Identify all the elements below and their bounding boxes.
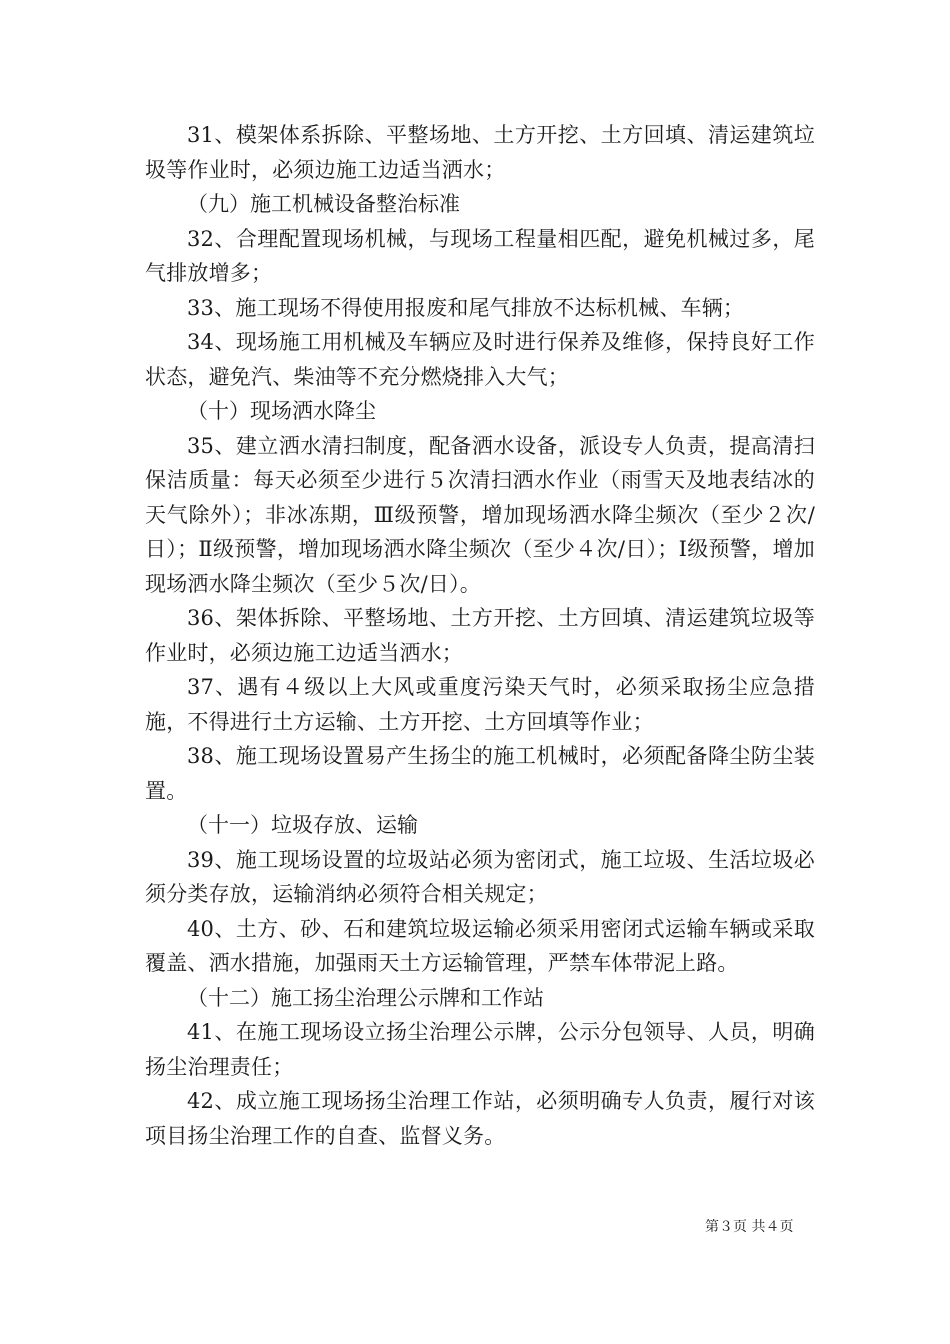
section-heading-12: （十二）施工扬尘治理公示牌和工作站: [187, 985, 544, 1010]
paragraph-42: 42、成立施工现场扬尘治理工作站，必须明确专人负责，履行对该项目扬尘治理工作的自查、监督义务。: [145, 1089, 815, 1148]
paragraph-31: 31、模架体系拆除、平整场地、土方开挖、土方回填、清运建筑垃圾等作业时，必须边施工边适当洒水；: [145, 123, 815, 182]
section-heading-9: （九）施工机械设备整治标准: [187, 192, 460, 216]
section-heading-11: （十一）垃圾存放、运输: [187, 813, 418, 837]
section-heading-10: （十）现场洒水降尘: [187, 399, 376, 423]
paragraph-32: 32、合理配置现场机械，与现场工程量相匹配，避免机械过多，尾气排放增多；: [145, 226, 815, 285]
paragraph-36: 36、架体拆除、平整场地、土方开挖、土方回填、清运建筑垃圾等作业时，必须边施工边适当洒水；: [145, 606, 815, 665]
document-body: [145, 118, 815, 1153]
paragraph-37: 37、遇有４级以上大风或重度污染天气时，必须采取扬尘应急措施，不得进行土方运输、土方开挖、土方回填等作业；: [145, 675, 815, 734]
page-number-footer: 第３页 共４页: [705, 1219, 794, 1235]
paragraph-34: 34、现场施工用机械及车辆应及时进行保养及维修，保持良好工作状态，避免汽、柴油等不充分燃烧排入大气；: [145, 330, 815, 389]
paragraph-35: 35、建立洒水清扫制度，配备洒水设备，派设专人负责，提高清扫保洁质量：每天必须至少进行５次清扫洒水作业（雨雪天及地表结冰的天气除外）；非冰冻期，Ⅲ级预警，增加现场洒水降尘频次（至少２次/日）；Ⅱ级预警，增加现场洒水降尘频次（至少４次/日）；Ⅰ级预警，增加现场洒水降尘频次（至少５次/日）。: [145, 433, 815, 596]
paragraph-38: 38、施工现场设置易产生扬尘的施工机械时，必须配备降尘防尘装置。: [145, 744, 815, 803]
paragraph-33: 33、施工现场不得使用报废和尾气排放不达标机械、车辆；: [187, 295, 745, 320]
paragraph-39: 39、施工现场设置的垃圾站必须为密闭式，施工垃圾、生活垃圾必须分类存放，运输消纳必须符合相关规定；: [145, 847, 815, 906]
paragraph-41: 41、在施工现场设立扬尘治理公示牌，公示分包领导、人员，明确扬尘治理责任；: [145, 1020, 815, 1079]
paragraph-40: 40、土方、砂、石和建筑垃圾运输必须采用密闭式运输车辆或采取覆盖、洒水措施，加强雨天土方运输管理，严禁车体带泥上路。: [145, 916, 815, 975]
